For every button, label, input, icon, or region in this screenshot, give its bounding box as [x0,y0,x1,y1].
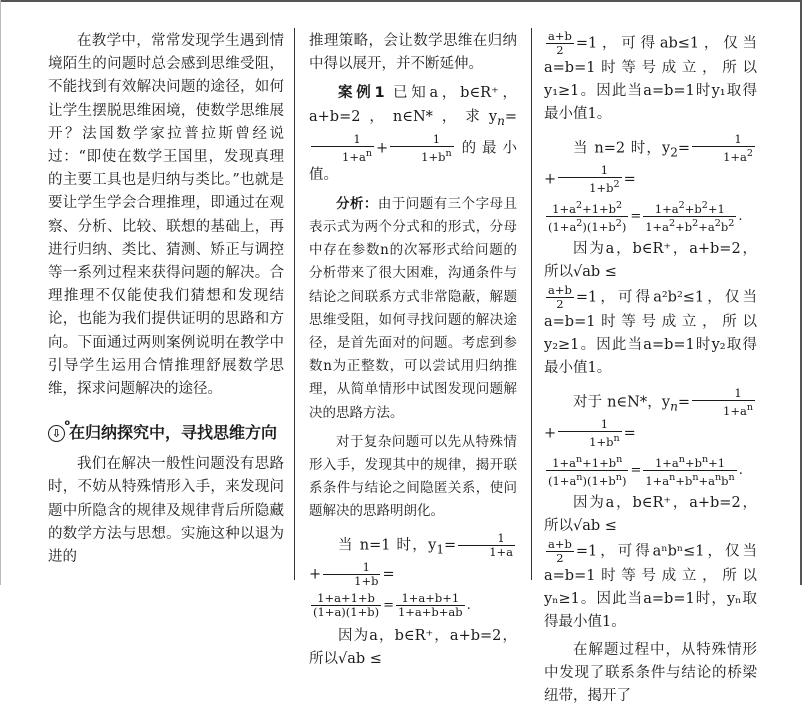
analysis-text: 由于问题有三个字母且表示式为两个分式和的形式，分母中存在参数n的次幂形式给问题的分析带来了很大困难，沟通条件与结论之间联系方式非常隐蔽，解题思维受阻，如何寻找问题的解决途径，是首先面对的问题。考虑到参数n为正整数，可以尝试用归纳推理，从简单情形中试图发现问题解决的思路方法。 [309,195,517,421]
n2-equation: $\frac{1+a^2+1+b^2}{(1+a^2)(1+b^2)}$ = $\frac{1+a^2+b^2+1}{1+a^2+b^2+a^2b^2}$ . [548,199,743,234]
r-line-1: $\frac{a+b}{2}$ =1，可得ab≤1，仅当a=b=1时等号成立，所以y₁≥1。因此当a=b=1时y₁取得最小值1。 [544,29,757,123]
fraction: $\frac{1+a^n+b^n+1}{1+a^n+b^n+a^nb^n}$ [645,453,735,488]
column-divider-2 [531,28,532,580]
fraction: $\frac{1}{1+b}$ [323,561,380,588]
strategy-paragraph: 对于复杂问题可以先从特殊情形入手，发现其中的规律，揭开联系条件与结论之间隐匿关系，使问题解决的思路明朗化。 [309,433,517,520]
case-text-1: 已知a，b∈R⁺，a+b=2，n∈N*，求y [309,85,518,125]
analysis-paragraph [309,193,517,425]
nN-case: 对于 n∈N*，$y_n=$ $\frac{1}{1+a^n}$ + $\frac{1}{1+b^n}$ = [544,385,753,449]
r-line-5: 因为a，b∈R⁺，a+b=2，所以√ab ≤ [544,494,757,534]
fraction: $\frac{1+a^2+1+b^2}{(1+a^2)(1+b^2)}$ [548,199,627,234]
section-paragraph: 我们在解决一般性问题没有思路时，不妨从特殊情形入手，来发现问题中所隐含的规律及规律背后所隐藏的数学方法与思想。实施这种以退为进的 [48,456,284,566]
fraction: $\frac{a+b}{2}$ [548,283,572,312]
case-label: 案例1 [338,85,385,102]
case-1: 案例1 已知a，b∈R⁺，a+b=2，n∈N*，求$y_n=$ $\frac{1}{1+a^n}$ + $\frac{1}{1+b^n}$ 的最小值。 [309,85,518,183]
fraction: $\frac{1}{1+a}$ [458,532,515,559]
page-top-border [0,0,802,2]
analysis-label: 分析： [336,195,378,212]
fraction: $\frac{1+a+1+b}{(1+a)(1+b)}$ [313,591,380,620]
r-line-6: $\frac{a+b}{2}$ =1，可得aⁿbⁿ≤1，仅当a=b=1时等号成立，所以yₙ≥1。因此当a=b=1时，yₙ取得最小值1。 [544,537,757,631]
fraction: $\frac{1}{1+b^2}$ [558,164,621,195]
fraction: $\frac{1}{1+a^2}$ [692,133,755,164]
fraction: $\frac{1}{1+a^n}$ [311,133,374,164]
fraction: $\frac{1+a^2+b^2+1}{1+a^2+b^2+a^2b^2}$ [645,199,735,234]
nN-equation: $\frac{1+a^n+1+b^n}{(1+a^n)(1+b^n)}$ = $\frac{1+a^n+b^n+1}{1+a^n+b^n+a^nb^n}$ . [548,453,743,488]
n1-equation: $\frac{1+a+1+b}{(1+a)(1+b)}$ = $\frac{1+a+b+1}{1+a+b+ab}$ . [313,591,471,620]
r-line-4: $\frac{a+b}{2}$ =1，可得a²b²≤1，仅当a=b=1时等号成立，所以y₂≥1。因此当a=b=1时y₂取得最小值1。 [544,283,757,377]
fraction: $\frac{1+a^n+1+b^n}{(1+a^n)(1+b^n)}$ [548,453,627,488]
fraction: $\frac{1}{1+b^n}$ [558,418,622,449]
r-line-3: 因为a，b∈R⁺，a+b=2，所以√ab ≤ [544,240,757,280]
fraction: $\frac{1}{1+b^n}$ [390,133,454,164]
middle-column [309,30,517,672]
section-heading-text: 在归纳探究中，寻找思维方向 [69,423,278,443]
left-column [48,30,284,569]
right-column [544,30,757,708]
r-line-7: 在解题过程中，从特殊情形中发现了联系条件与结论的桥梁纽带，揭开了 [544,641,757,705]
case-text-2: 的最小值。 [309,140,517,183]
mid-final-line: 因为a，b∈R⁺，a+b=2，所以√ab ≤ [309,628,517,668]
fraction: $\frac{a+b}{2}$ [548,537,572,566]
fraction: $\frac{1+a+b+1}{1+a+b+ab}$ [397,591,463,620]
mid-intro: 推理策略，会让数学思维在归纳中得以展开，并不断延伸。 [309,33,517,73]
intro-paragraph: 在教学中，常常发现学生遇到情境陌生的问题时总会感到思维受阻，不能找到有效解决问题的途径，如何让学生摆脱思维困境，使数学思维展开？法国数学家拉普拉斯曾经说过：“即使在数学王国里，发现真理的主要工具也是归纳与类比。”也就是要让学生学会合理推理，即通过在观察、分析、比较、联想的基础上，再进行归纳、类比、猜测、矫正与调控等一系列过程来获得问题的解决。合理推理不仅能使我们猜想和发现结论，也能为我们提供证明的思路和方向。下面通过两则案例说明在教学中引导学生运用合情推理舒展数学思维，探求问题解决的途径。 [48,33,284,398]
column-divider-1 [294,28,295,580]
section-heading [48,419,284,447]
n1-case: 当 n=1 时，$y_1=$ $\frac{1}{1+a}$ + $\frac{1}{1+b}$ = [309,530,513,589]
fraction: $\frac{1}{1+a^n}$ [692,387,755,418]
fraction: $\frac{a+b}{2}$ [548,29,572,57]
n2-case: 当 n=2 时，$y_2=$ $\frac{1}{1+a^2}$ + $\frac{1}{1+b^2}$ = [544,131,753,195]
down-arrow-circle-icon: ⇩ o [48,425,65,442]
page-left-border [0,0,1,585]
